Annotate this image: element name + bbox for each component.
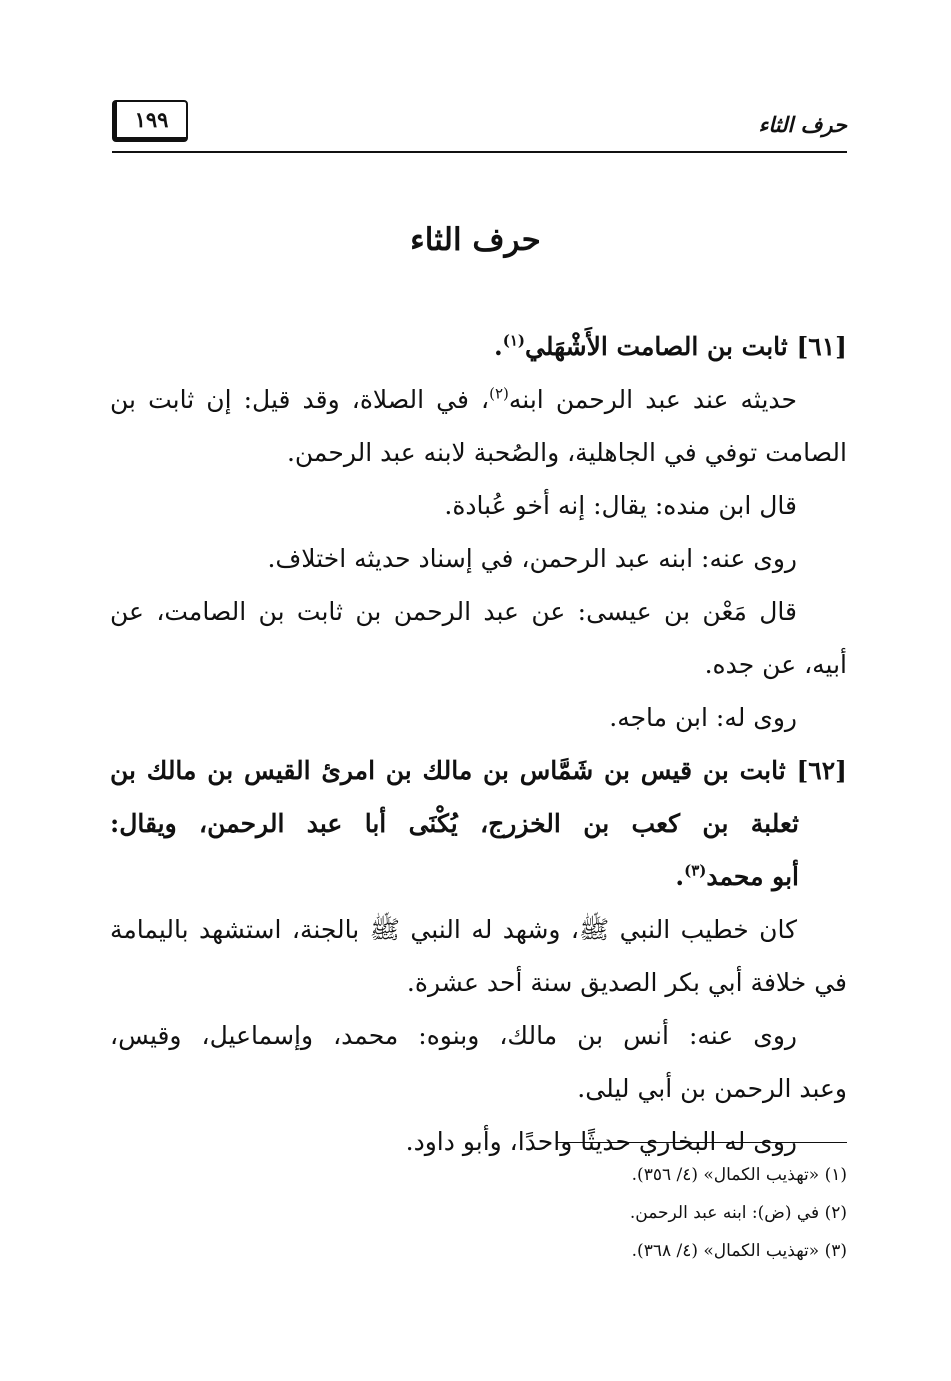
entry-heading-61: [٦١] ثابت بن الصامت الأَشْهَلي$^{(١)}$.: [493, 331, 847, 361]
body-line: كان خطيب النبي ﷺ، وشهد له النبي ﷺ بالجنة، استشهد باليمامة: [110, 915, 797, 944]
footnotes: [107, 1156, 847, 1270]
body-line: في خلافة أبي بكر الصديق سنة أحد عشرة.: [406, 968, 847, 997]
entry-heading-62: [٦٢] ثابت بن قيس بن شَمَّاس بن مالك بن امرئ القيس بن مالك بن: [110, 756, 847, 785]
footnote: (٣) «تهذيب الكمال» (٤/ ٣٦٨).: [631, 1241, 847, 1261]
running-header-title: حرف الثاء: [758, 112, 847, 137]
body-line: روى له البخاري حديثًا واحدًا، وأبو داود.: [405, 1127, 797, 1156]
body-line: أبيه، عن جده.: [704, 650, 847, 679]
chapter-title: حرف الثاء: [410, 222, 541, 258]
body-line: حديثه عند عبد الرحمن ابنه$^{(٢)}$، في الصلاة، وقد قيل: إن ثابت بن: [110, 384, 797, 414]
body-line: قال مَعْن بن عيسى: عن عبد الرحمن بن ثابت بن الصامت، عن: [110, 597, 797, 626]
page-number: ١٩٩: [112, 100, 188, 142]
body-line: روى عنه: ابنه عبد الرحمن، في إسناد حديثه اختلاف.: [267, 544, 797, 573]
body-line: الصامت توفي في الجاهلية، والصُحبة لابنه عبد الرحمن.: [286, 438, 847, 467]
body-line: قال ابن منده: يقال: إنه أخو عُبادة.: [444, 491, 797, 520]
entry-heading-62-cont: ثعلبة بن كعب بن الخزرج، يُكْنَى أبا عبد الرحمن، ويقال:: [110, 809, 799, 838]
footnote: (٢) في (ض): ابنه عبد الرحمن.: [629, 1203, 847, 1223]
entry-heading-62-cont: أبو محمد$^{(٣)}$.: [675, 861, 799, 891]
body-line: روى له: ابن ماجه.: [609, 703, 797, 732]
body-line: وعبد الرحمن بن أبي ليلى.: [577, 1074, 847, 1103]
body-line: روى عنه: أنس بن مالك، وبنوه: محمد، وإسماعيل، وقيس،: [110, 1021, 797, 1050]
footnote-rule: [556, 1142, 847, 1143]
header-rule: [112, 151, 847, 153]
footnote: (١) «تهذيب الكمال» (٤/ ٣٥٦).: [631, 1165, 847, 1185]
body-text: [110, 320, 847, 1168]
